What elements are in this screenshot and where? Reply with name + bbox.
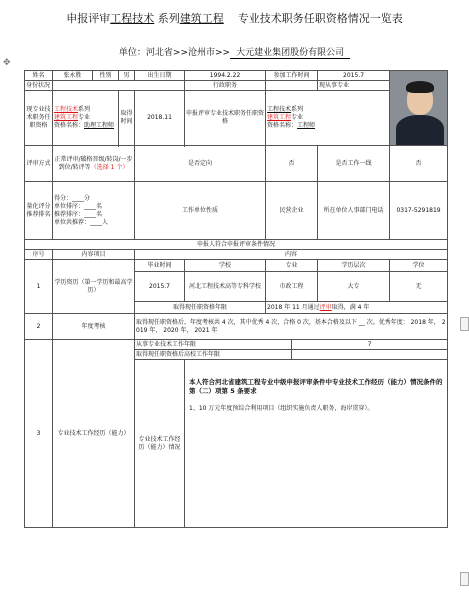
achievement-content [185,360,448,528]
gender-label: 性别 [93,71,119,81]
teaching-years-label: 取得现任职资格后高校工作年限 [135,350,292,360]
current-name-value: 助理工程师 [84,122,115,129]
title-prefix: 申报评审 [66,12,111,25]
edu-header: 专业 [266,260,318,272]
apply-series: 工程技术 [267,106,292,113]
edu-cell: 河北工程技术高等专科学校 [185,272,266,302]
table-row [25,91,448,146]
table-row [25,250,448,260]
work-start-value: 2015.7 [318,71,390,81]
unit-company: 大元建业集团股份有限公司 [230,48,350,59]
seq-header: 序号 [25,250,53,260]
achievement-sub-label: 专业技术工作经历（能力）情况 [135,360,185,528]
title-series-word: 系列 [157,12,180,25]
current-series: 工程技术 [54,106,79,113]
table-row [25,260,448,272]
peer-value: 得分：____分 单位排序：____名 推荐排序：____名 单位共推荐：____人 [53,182,135,240]
apply-value [266,91,390,146]
edu-cell: 2015.7 [135,272,185,302]
edu-header: 学历层次 [318,260,390,272]
resize-handle-icon[interactable] [460,317,469,331]
work-start-label: 参加工作时间 [266,71,318,81]
years-red: 评审 [319,303,332,311]
unit-rank-label: 单位排序： [54,202,85,210]
name-label: 姓名 [25,71,53,81]
edu-header: 学校 [185,260,266,272]
annual-value: 取得现任职资格后，年度考核共 4 次，其中优秀 4 次，合格 0 次，基本合格及以下 __ 次。优秀年度： 2018 年， 2019 年， 2020 年， 2021 年 [135,314,448,340]
unit-label: 单位： [118,48,146,58]
years-value [266,302,448,314]
prof-label: 现从事专业 [318,81,390,91]
current-name-label: 资格名称： [54,122,85,129]
teaching-years-value [292,350,448,360]
current-field-tail: 专业 [78,114,91,121]
work-years-label: 从事专业技术工作年限 [135,340,292,350]
apply-label: 申报评审专业技术职务任职资格 [185,91,266,146]
method-value [53,146,135,182]
table-row [25,71,448,81]
page-title [0,12,469,26]
content-header: 内容 [135,250,448,260]
name-value: 张永胜 [53,71,93,81]
phone-label: 所在单位人事部门电话 [318,182,390,240]
recommend-rank-label: 推荐排序： [54,210,85,218]
rank-unit: 名 [96,202,103,210]
method-label: 评审方式 [25,146,53,182]
annual-seq: 2 [25,314,53,340]
table-row [25,340,448,350]
unit-region: 河北省>>沧州市>> [145,48,231,58]
years-tail: 取得，满 4 年 [331,303,370,311]
method-chosen: （选择 1 个） [90,163,129,171]
obtain-label: 取得时间 [119,91,135,146]
achievement-label: 专业技术工作经历（能力） [53,340,135,528]
apply-field-tail: 专业 [291,114,304,121]
table-row [25,182,448,240]
resize-handle-icon[interactable] [460,572,469,586]
current-qual-value [53,91,119,146]
table-row [25,240,448,250]
years-text: 2018 年 11 月通过 [267,303,320,311]
current-field: 建筑工程 [54,114,79,121]
score-label: 得分： [54,194,73,202]
annual-label: 年度考核 [53,314,135,340]
phone-value: 0317-5291819 [390,182,448,240]
unit-line [0,45,469,58]
edu-cell: 无 [390,272,448,302]
unit-nature-label: 工作单位性质 [135,182,266,240]
identity-value [53,81,185,91]
frontline-value: 否 [390,146,448,182]
edu-cell: 大专 [318,272,390,302]
table-row [25,81,448,91]
title-field: 建筑工程 [179,12,224,25]
frontline-label: 是否工作一线 [318,146,390,182]
fixed-post-value: 否 [266,146,318,182]
edu-cell: 市政工程 [266,272,318,302]
current-series-tail: 系列 [78,106,91,113]
fixed-post-label: 是否定向 [135,146,266,182]
achievement-detail: 1、10 万元年度预综合利用项目（组织实施负责人职务，海岸贯穿）。 [189,405,374,412]
rank-unit: 名 [96,210,103,218]
edu-label: 学历资历（第一学历和最高学历） [53,260,135,314]
total-recommend-label: 单位共推荐： [54,218,91,226]
obtain-value: 2018.11 [135,91,185,146]
achievement-seq: 3 [25,340,53,528]
admin-label: 行政职务 [185,81,266,91]
birth-value: 1994.2.22 [185,71,266,81]
title-major: 工程技术 [110,12,155,25]
apply-name-value: 工程师 [297,122,316,129]
edu-header: 学位 [390,260,448,272]
apply-series-tail: 系列 [291,106,304,113]
identity-label: 身份状况 [25,81,53,91]
apply-field: 建筑工程 [267,114,292,121]
admin-value [266,81,318,91]
people-unit: 人 [102,218,109,226]
table-row [25,146,448,182]
edu-header: 毕业时间 [135,260,185,272]
item-header: 内容项目 [53,250,135,260]
apply-name-label: 资格名称： [267,122,298,129]
score-unit: 分 [84,194,91,202]
conditions-title: 申报人符合申报评审条件情况 [25,240,448,250]
work-years-value: 7 [292,340,448,350]
photo [390,71,448,146]
peer-label: 量化评分推荐排名 [25,182,53,240]
achievement-bold-text: 本人符合河北省建筑工程专业中级申报评审条件中专业技术工作经历（能力）情况条件的第（二）项第 5 条要求 [189,378,443,395]
gender-value: 男 [119,71,135,81]
current-qual-label: 现专业技术职务任职资格 [25,91,53,146]
edu-seq: 1 [25,260,53,314]
move-handle-icon[interactable]: ✥ [3,58,11,68]
title-suffix: 专业技术职务任职资格情况一览表 [237,12,403,25]
table-row [25,314,448,340]
avatar [390,71,447,145]
years-label: 取得现任职资格年限 [135,302,266,314]
qualification-table [24,70,448,528]
unit-nature-value: 民营企业 [266,182,318,240]
method-text: 正常评审/破格晋级/转岗/一步到位/转评等 [54,155,133,171]
birth-label: 出生日期 [135,71,185,81]
